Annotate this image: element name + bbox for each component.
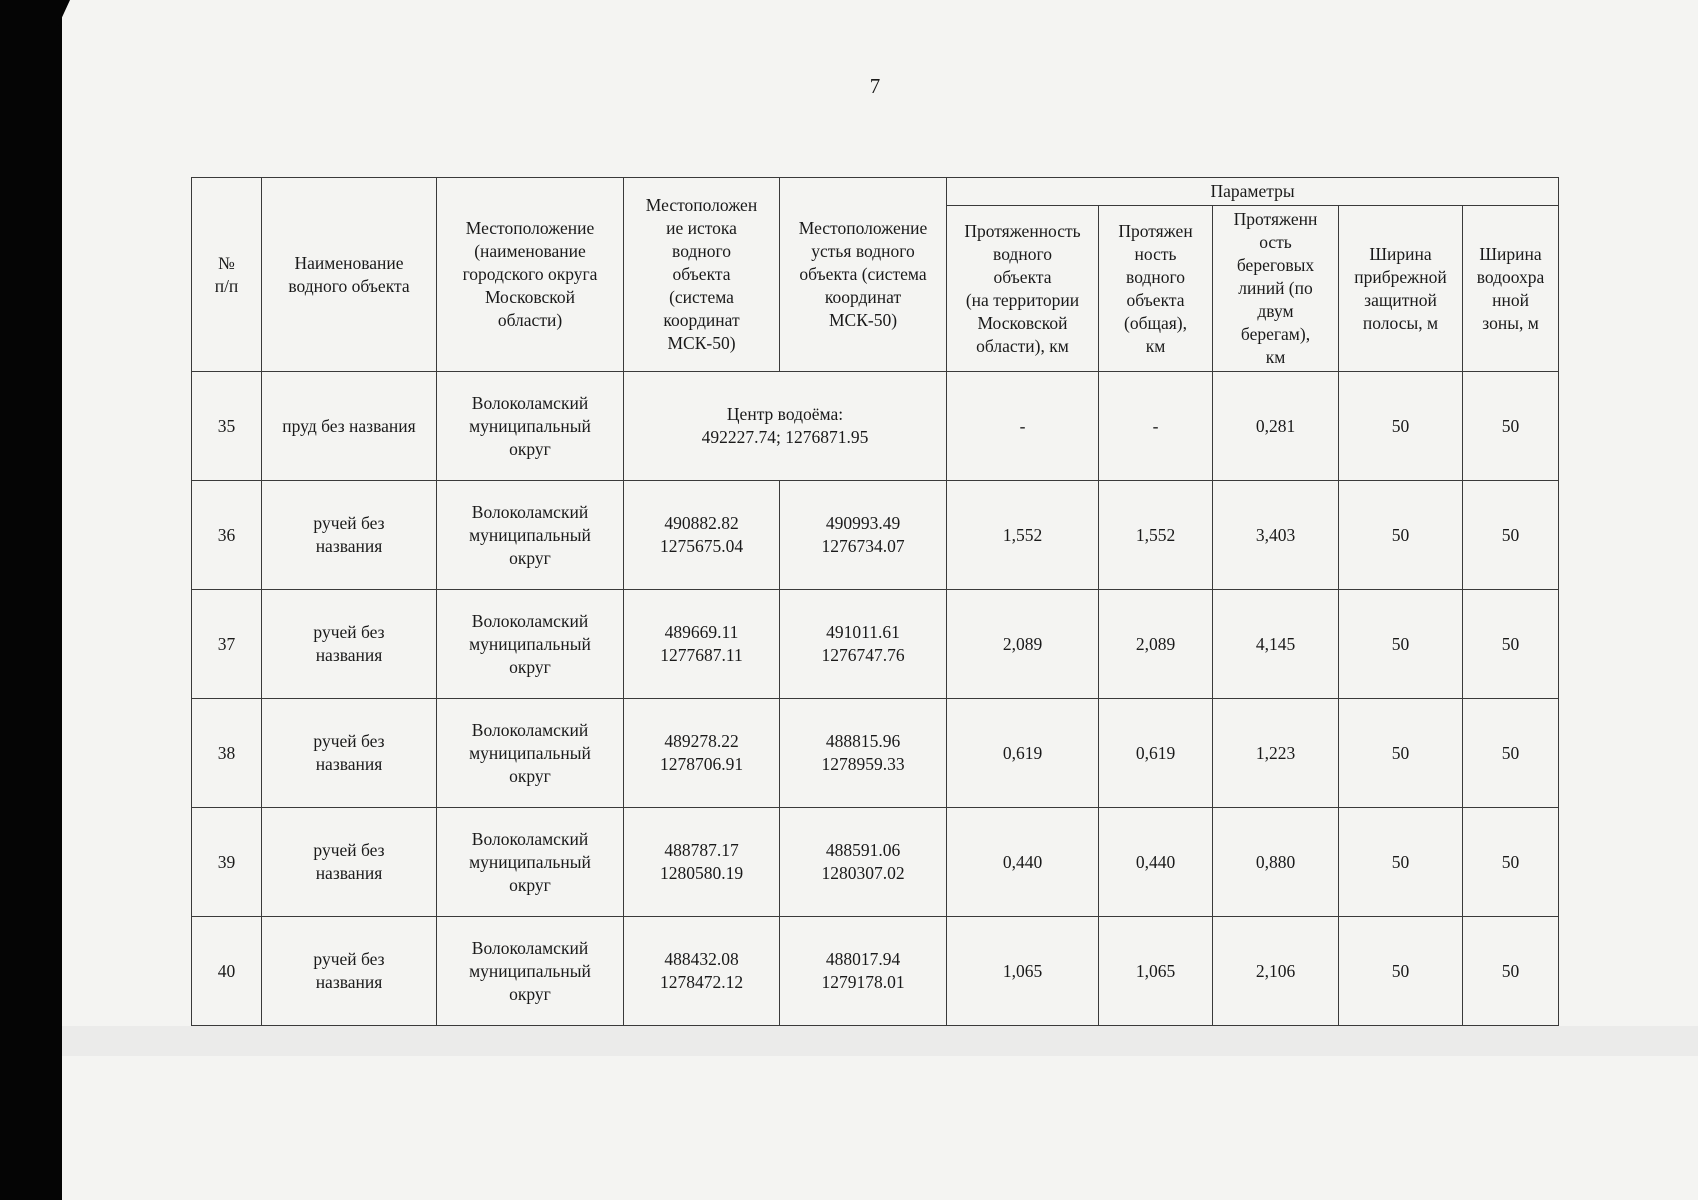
cell-name: пруд без названия [262,372,437,481]
header-length-region: Протяженность водного объекта (на территории Московской области), км [947,206,1099,372]
table-row [192,372,1559,481]
cell-mouth: 488017.94 1279178.01 [780,917,947,1026]
cell-source: 490882.82 1275675.04 [624,481,780,590]
cell-coastal-strip: 50 [1339,590,1463,699]
header-name: Наименование водного объекта [262,178,437,372]
cell-protection-zone: 50 [1463,917,1559,1026]
cell-protection-zone: 50 [1463,590,1559,699]
scan-border [0,0,62,1200]
cell-coastal-strip: 50 [1339,699,1463,808]
cell-num: 38 [192,699,262,808]
cell-name: ручей без названия [262,699,437,808]
cell-mouth: 488591.06 1280307.02 [780,808,947,917]
cell-name: ручей без названия [262,917,437,1026]
cell-shoreline: 2,106 [1213,917,1339,1026]
table-row [192,699,1559,808]
cell-coastal-strip: 50 [1339,917,1463,1026]
header-protection-zone: Ширина водоохра нной зоны, м [1463,206,1559,372]
table-row [192,808,1559,917]
header-source: Местоположен ие истока водного объекта (система координат МСК-50) [624,178,780,372]
cell-length-total: 0,440 [1099,808,1213,917]
cell-num: 39 [192,808,262,917]
cell-location: Волоколамский муниципальный округ [437,481,624,590]
cell-name: ручей без названия [262,590,437,699]
header-location: Местоположение (наименование городского округа Московской области) [437,178,624,372]
cell-num: 40 [192,917,262,1026]
header-mouth: Местоположение устья водного объекта (система координат МСК-50) [780,178,947,372]
cell-length-total: 1,552 [1099,481,1213,590]
cell-mouth: 491011.61 1276747.76 [780,590,947,699]
table-body [192,372,1559,1026]
cell-location: Волоколамский муниципальный округ [437,590,624,699]
cell-length-region: 1,065 [947,917,1099,1026]
table-header [192,178,1559,372]
scan-band [62,1026,1698,1056]
cell-protection-zone: 50 [1463,372,1559,481]
cell-length-region: 1,552 [947,481,1099,590]
cell-shoreline: 0,281 [1213,372,1339,481]
cell-protection-zone: 50 [1463,699,1559,808]
cell-length-region: - [947,372,1099,481]
cell-name: ручей без названия [262,481,437,590]
cell-coastal-strip: 50 [1339,481,1463,590]
cell-protection-zone: 50 [1463,808,1559,917]
cell-length-total: - [1099,372,1213,481]
table-row [192,917,1559,1026]
cell-coastal-strip: 50 [1339,808,1463,917]
page-number: 7 [869,74,881,98]
cell-source: 489278.22 1278706.91 [624,699,780,808]
cell-mouth: 488815.96 1278959.33 [780,699,947,808]
cell-source: 488787.17 1280580.19 [624,808,780,917]
header-coastal-strip: Ширина прибрежной защитной полосы, м [1339,206,1463,372]
cell-name: ручей без названия [262,808,437,917]
cell-mouth: 490993.49 1276734.07 [780,481,947,590]
cell-protection-zone: 50 [1463,481,1559,590]
cell-location: Волоколамский муниципальный округ [437,917,624,1026]
cell-shoreline: 0,880 [1213,808,1339,917]
cell-length-region: 2,089 [947,590,1099,699]
cell-num: 35 [192,372,262,481]
cell-center: Центр водоёма: 492227.74; 1276871.95 [624,372,947,481]
cell-shoreline: 3,403 [1213,481,1339,590]
cell-length-total: 0,619 [1099,699,1213,808]
header-num: № п/п [192,178,262,372]
cell-length-total: 2,089 [1099,590,1213,699]
cell-location: Волоколамский муниципальный округ [437,808,624,917]
cell-shoreline: 4,145 [1213,590,1339,699]
scan-border-corner [58,0,70,26]
cell-length-region: 0,440 [947,808,1099,917]
water-bodies-table [191,177,1559,1026]
cell-num: 37 [192,590,262,699]
table-row [192,481,1559,590]
cell-num: 36 [192,481,262,590]
cell-location: Волоколамский муниципальный округ [437,372,624,481]
cell-coastal-strip: 50 [1339,372,1463,481]
cell-length-total: 1,065 [1099,917,1213,1026]
header-length-total: Протяжен ность водного объекта (общая), км [1099,206,1213,372]
cell-source: 489669.11 1277687.11 [624,590,780,699]
cell-source: 488432.08 1278472.12 [624,917,780,1026]
header-shoreline: Протяженн ость береговых линий (по двум берегам), км [1213,206,1339,372]
cell-length-region: 0,619 [947,699,1099,808]
cell-location: Волоколамский муниципальный округ [437,699,624,808]
cell-shoreline: 1,223 [1213,699,1339,808]
table-row [192,590,1559,699]
header-parameters: Параметры [947,178,1559,206]
